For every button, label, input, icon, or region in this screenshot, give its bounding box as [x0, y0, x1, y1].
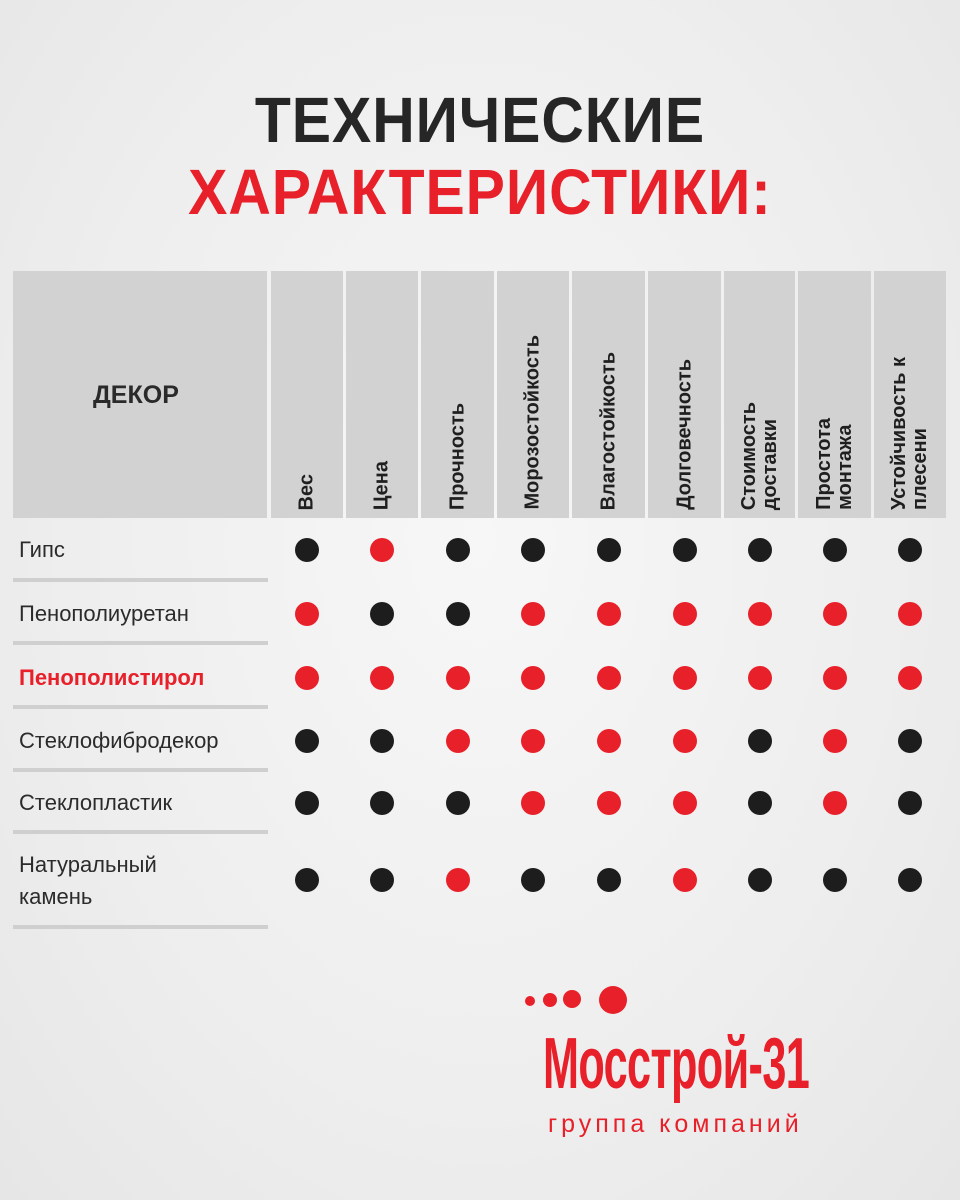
rating-dot-black [295, 729, 319, 753]
rating-dot-black [898, 868, 922, 892]
logo-dot [599, 986, 627, 1014]
column-header [346, 271, 418, 518]
rating-dot-black [673, 538, 697, 562]
logo-dot [543, 993, 557, 1007]
rating-dot-red [823, 729, 847, 753]
row-divider [13, 641, 268, 645]
rating-dot-red [597, 602, 621, 626]
rating-dot-black [446, 791, 470, 815]
rating-dot-black [823, 868, 847, 892]
column-header-label: Долговечность [673, 359, 695, 510]
column-header-label: Вес [295, 473, 318, 510]
rating-dot-black [370, 791, 394, 815]
rating-dot-red [673, 791, 697, 815]
rating-dot-red [295, 666, 319, 690]
decor-header-cell [13, 271, 267, 518]
rating-dot-black [370, 729, 394, 753]
column-header-label: Прочность [446, 402, 468, 510]
logo-dot [563, 990, 581, 1008]
rating-dot-red [597, 729, 621, 753]
rating-dot-black [521, 868, 545, 892]
rating-dot-black [898, 791, 922, 815]
rating-dot-black [898, 538, 922, 562]
rating-dot-red [673, 602, 697, 626]
row-label: Стеклофибродекор [19, 728, 219, 753]
brand-tagline: группа компаний [548, 1110, 803, 1138]
row-divider [13, 830, 268, 834]
rating-dot-black [748, 538, 772, 562]
rating-dot-black [295, 868, 319, 892]
column-header-label: Морозостойкость [521, 335, 544, 510]
column-header [874, 271, 946, 518]
rating-dot-black [748, 729, 772, 753]
rating-dot-black [748, 868, 772, 892]
rating-dot-red [823, 666, 847, 690]
rating-dot-red [748, 666, 772, 690]
row-label: Натуральный камень [19, 852, 157, 909]
rating-dot-black [446, 538, 470, 562]
rating-dot-red [370, 538, 394, 562]
rating-dot-black [446, 602, 470, 626]
row-label: Гипс [19, 537, 65, 562]
rating-dot-red [673, 868, 697, 892]
row-label: Стеклопластик [19, 790, 173, 815]
rating-dot-black [295, 538, 319, 562]
rating-dot-red [521, 791, 545, 815]
rating-dot-black [370, 602, 394, 626]
logo-dot [525, 996, 535, 1006]
rating-dot-red [673, 666, 697, 690]
rating-dot-red [521, 729, 545, 753]
rating-dot-black [823, 538, 847, 562]
column-header [798, 271, 871, 518]
rating-dot-red [295, 602, 319, 626]
rating-dot-red [446, 666, 470, 690]
column-header [572, 271, 645, 518]
rating-dot-red [898, 666, 922, 690]
column-header [724, 271, 795, 518]
rating-dot-red [823, 791, 847, 815]
column-header [421, 271, 494, 518]
rating-dot-black [521, 538, 545, 562]
rating-dot-red [597, 791, 621, 815]
rating-dot-red [823, 602, 847, 626]
title-line-2: ХАРАКТЕРИСТИКИ: [188, 156, 772, 228]
column-header [648, 271, 721, 518]
rating-dot-black [295, 791, 319, 815]
column-header-label: Простота монтажа [812, 418, 856, 510]
rating-dot-red [521, 666, 545, 690]
rating-dot-red [597, 666, 621, 690]
column-header-label: Стоимость доставки [737, 401, 781, 510]
rating-dot-red [673, 729, 697, 753]
rating-dot-black [597, 868, 621, 892]
column-header [271, 271, 343, 518]
rating-dot-red [370, 666, 394, 690]
column-header-label: Цена [370, 460, 393, 510]
column-header [497, 271, 569, 518]
rating-dot-black [370, 868, 394, 892]
title-line-1: ТЕХНИЧЕСКИЕ [254, 84, 706, 156]
rating-dot-red [446, 868, 470, 892]
row-divider [13, 768, 268, 772]
row-label: Пенополиуретан [19, 601, 189, 626]
column-header-label: Устойчивость к плесени [888, 356, 931, 510]
row-label: Пенополистирол [19, 665, 205, 690]
rating-dot-black [597, 538, 621, 562]
decor-header-label: ДЕКОР [93, 381, 179, 409]
row-divider [13, 925, 268, 929]
rating-dot-red [446, 729, 470, 753]
brand-name: Мосстрой-31 [543, 1024, 810, 1104]
rating-dot-black [898, 729, 922, 753]
rating-dot-red [898, 602, 922, 626]
rating-dot-red [748, 602, 772, 626]
row-divider [13, 705, 268, 709]
row-divider [13, 578, 268, 582]
column-header-label: Влагостойкость [597, 351, 619, 510]
rating-dot-black [748, 791, 772, 815]
rating-dot-red [521, 602, 545, 626]
